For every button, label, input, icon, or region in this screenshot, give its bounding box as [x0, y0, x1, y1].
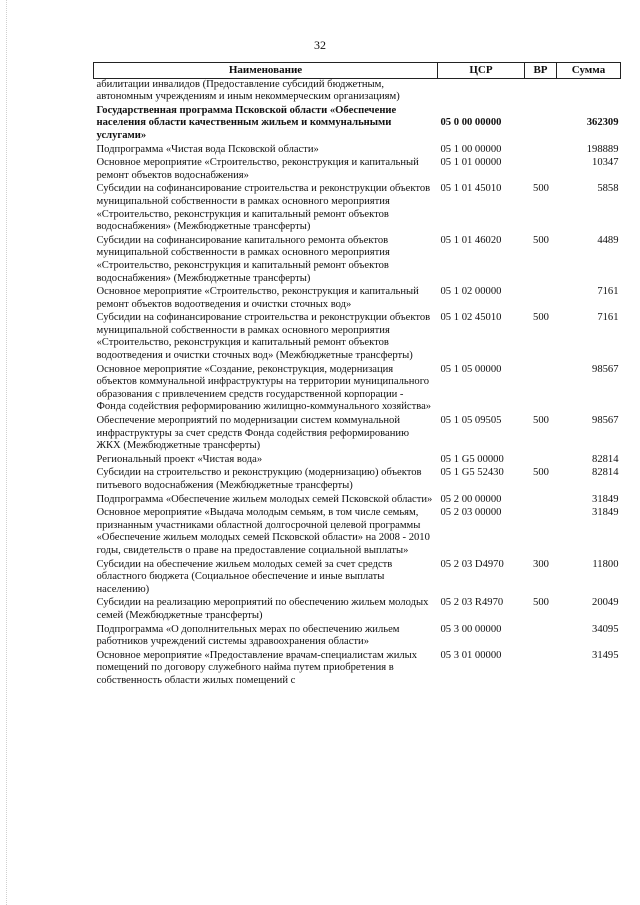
column-header-vr: ВР — [525, 63, 557, 79]
row-vr — [525, 624, 557, 650]
row-csr: 05 1 01 45010 — [440, 183, 502, 195]
row-csr: 05 1 01 46020 — [440, 234, 502, 246]
row-name: Региональный проект «Чистая вода» — [96, 453, 263, 465]
row-vr — [525, 494, 557, 508]
column-header-sum: Сумма — [557, 63, 621, 79]
row-csr: 05 2 03 R4970 — [440, 597, 504, 609]
row-vr — [525, 157, 557, 183]
column-header-name: Наименование — [94, 63, 438, 79]
table-row — [94, 286, 621, 312]
row-csr: 05 1 01 00000 — [440, 157, 502, 169]
table-row — [94, 105, 621, 144]
row-vr — [525, 364, 557, 415]
row-csr: 05 1 G5 00000 — [440, 453, 504, 465]
row-name: Основное мероприятие «Создание, реконструкция, модернизация объектов коммунальной инфраструктуры на территории муниципального образования с привлечением средств государственной корпорации - Фонда содействия реформированию жилищно-коммунального хозяйства» — [96, 363, 432, 413]
table-row — [94, 78, 621, 105]
row-name: Основное мероприятие «Строительство, реконструкция и капитальный ремонт объектов водоотведения и очистки сточных вод» — [96, 286, 419, 310]
row-vr: 500 — [533, 467, 549, 479]
row-sum: 98567 — [592, 415, 619, 427]
row-csr: 05 1 G5 52430 — [440, 467, 504, 479]
row-name: Основное мероприятие «Строительство, реконструкция и капитальный ремонт объектов водоснабжения» — [96, 157, 419, 181]
row-sum: 11800 — [592, 558, 619, 570]
table-row — [94, 312, 621, 363]
row-csr — [438, 78, 525, 105]
row-sum: 82814 — [592, 467, 619, 479]
budget-table — [93, 62, 621, 689]
row-vr — [525, 78, 557, 105]
row-csr: 05 1 05 00000 — [440, 363, 502, 375]
row-vr — [525, 507, 557, 558]
row-sum: 20049 — [592, 597, 619, 609]
row-sum: 31849 — [592, 493, 619, 505]
row-sum: 7161 — [597, 286, 619, 298]
row-name: Обеспечение мероприятий по модернизации систем коммунальной инфраструктуры за счет средств Фонда содействия реформированию ЖКХ (Межбюджетные трансферты) — [96, 415, 410, 452]
row-sum: 31849 — [592, 507, 619, 519]
table-row — [94, 494, 621, 508]
row-sum: 198889 — [586, 143, 619, 155]
row-vr — [525, 105, 557, 144]
row-name: Субсидии на обеспечение жильем молодых семей за счет средств областного бюджета (Социальное обеспечение и иные выплаты населению) — [96, 558, 393, 595]
row-sum: 10347 — [592, 157, 619, 169]
row-csr: 05 1 00 00000 — [440, 143, 502, 155]
table-row — [94, 597, 621, 623]
table-row — [94, 507, 621, 558]
table-row — [94, 157, 621, 183]
row-vr: 500 — [533, 312, 549, 324]
row-csr: 05 1 02 00000 — [440, 286, 502, 298]
row-vr — [525, 286, 557, 312]
row-csr: 05 1 02 45010 — [440, 312, 502, 324]
row-csr: 05 2 03 00000 — [440, 507, 502, 519]
row-vr: 300 — [533, 558, 549, 570]
table-row — [94, 364, 621, 415]
row-csr: 05 0 00 00000 — [440, 116, 502, 128]
row-name: Субсидии на софинансирование строительства и реконструкции объектов муниципальной собственности в рамках основного мероприятия «Строительство, реконструкция и капитальный ремонт объектов водоотведения и очистки сточных вод» (Межбюджетные трансферты) — [96, 312, 431, 362]
row-vr: 500 — [533, 234, 549, 246]
row-csr: 05 2 00 00000 — [440, 493, 502, 505]
row-sum: 31495 — [592, 649, 619, 661]
table-row — [94, 624, 621, 650]
row-sum: 5858 — [597, 183, 619, 195]
row-name: Основное мероприятие «Предоставление врачам-специалистам жилых помещений по договору служебного найма путем приобретения в собственность области жилых помещений с — [96, 649, 418, 686]
table-row — [94, 415, 621, 454]
row-vr — [525, 144, 557, 158]
row-name: абилитации инвалидов (Предоставление субсидий бюджетным, автономным учреждениям и иным некоммерческим организациям) — [96, 78, 400, 103]
row-sum: 7161 — [597, 312, 619, 324]
row-name: Субсидии на строительство и реконструкцию (модернизацию) объектов питьевого водоснабжения (Межбюджетные трансферты) — [96, 467, 422, 491]
page-number: 32 — [314, 38, 326, 52]
table-row — [94, 454, 621, 468]
row-sum: 98567 — [592, 363, 619, 375]
row-sum: 4489 — [597, 234, 619, 246]
row-vr: 500 — [533, 415, 549, 427]
table-row — [94, 235, 621, 286]
row-vr: 500 — [533, 597, 549, 609]
table-row — [94, 559, 621, 598]
table-row — [94, 183, 621, 234]
row-vr — [525, 650, 557, 689]
table-row — [94, 467, 621, 493]
row-name: Субсидии на софинансирование строительства и реконструкции объектов муниципальной собственности в рамках основного мероприятия «Строительство, реконструкция и капитальный ремонт объектов водоснабжения» (Межбюджетные трансферты) — [96, 183, 431, 233]
row-name: Подпрограмма «О дополнительных мерах по обеспечению жильем работников учреждений системы здравоохранения области» — [96, 623, 400, 648]
row-name: Подпрограмма «Чистая вода Псковской области» — [96, 143, 319, 155]
row-sum: 362309 — [586, 116, 619, 128]
row-name: Государственная программа Псковской области «Обеспечение населения области качественным жильем и коммунальными услугами» — [96, 104, 397, 141]
row-sum: 82814 — [592, 453, 619, 465]
row-name: Подпрограмма «Обеспечение жильем молодых семей Псковской области» — [96, 493, 433, 505]
row-csr: 05 1 05 09505 — [440, 415, 502, 427]
table-row — [94, 144, 621, 158]
row-csr: 05 3 01 00000 — [440, 649, 502, 661]
row-csr: 05 2 03 D4970 — [440, 558, 504, 570]
row-vr — [525, 454, 557, 468]
page-edge — [6, 0, 8, 905]
row-name: Субсидии на реализацию мероприятий по обеспечению жильем молодых семей (Межбюджетные трансферты) — [96, 597, 429, 621]
row-csr: 05 3 00 00000 — [440, 623, 502, 635]
table-row — [94, 650, 621, 689]
row-name: Субсидии на софинансирование капитального ремонта объектов муниципальной собственности в рамках основного мероприятия «Строительство, реконструкция и капитальный ремонт объектов водоснабжения» (Межбюджетные трансферты) — [96, 234, 390, 284]
row-vr: 500 — [533, 183, 549, 195]
row-name: Основное мероприятие «Выдача молодым семьям, в том числе семьям, признанным участниками областной долгосрочной целевой программы «Обеспечение жильем молодых семей Псковской области» на 2008 - 2010 годы, свидетельств о праве на предоставление социальной выплаты» — [96, 507, 430, 556]
row-sum — [557, 78, 621, 105]
table-header-row — [94, 63, 621, 79]
column-header-csr: ЦСР — [438, 63, 525, 79]
row-sum: 34095 — [592, 623, 619, 635]
